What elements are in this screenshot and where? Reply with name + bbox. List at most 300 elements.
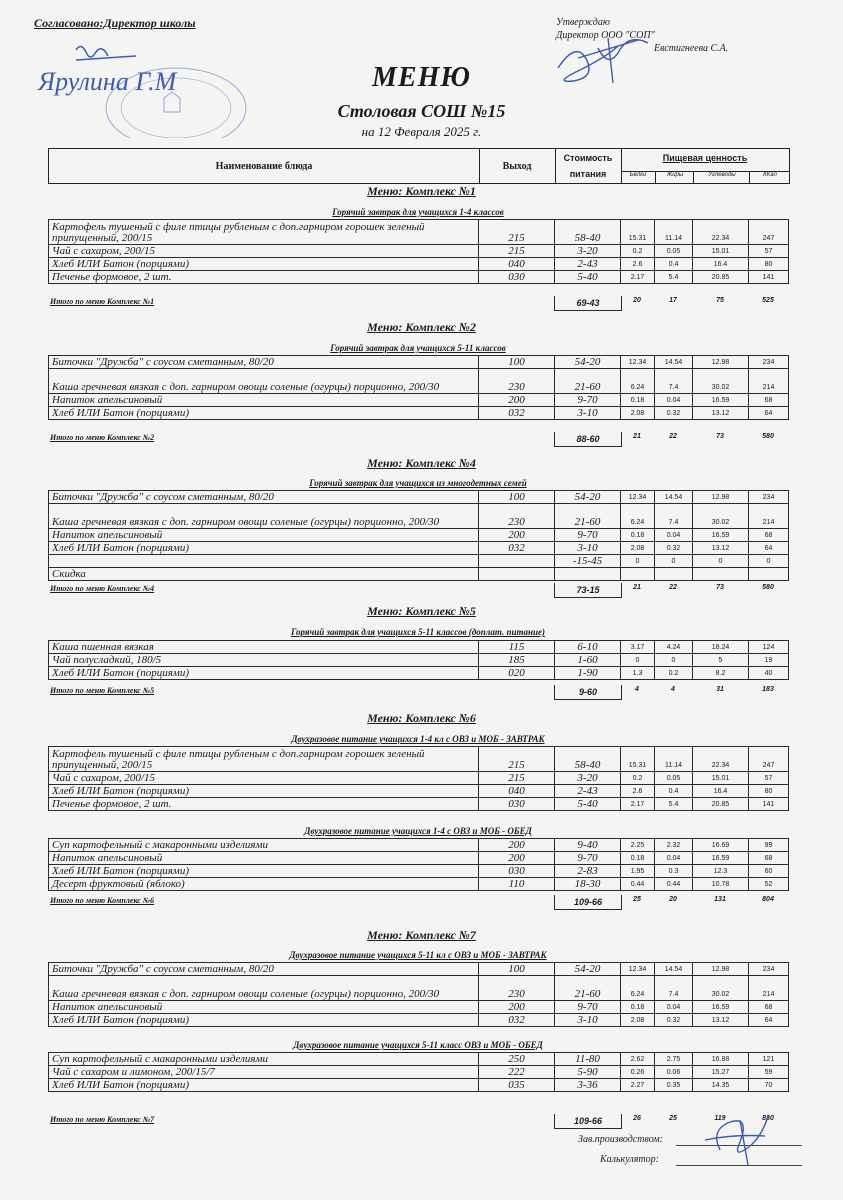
fats-value: 0.4 [655,785,693,798]
dish-price: 9-70 [555,529,621,542]
kcal-value: 64 [749,542,789,555]
fats-value: 7.4 [655,369,693,394]
dish-out: 040 [479,785,555,798]
dish-name: Чай полусладкий, 180/5 [49,654,479,667]
fats-value: 0.32 [655,542,693,555]
dish-price: 54-20 [555,963,621,976]
proteins-value: 0.18 [621,394,655,407]
complex-title: Меню: Комплекс №7 [367,928,476,942]
dish-out: 032 [479,1014,555,1027]
dish-out: 215 [479,747,555,772]
dish-price: 58-40 [555,220,621,245]
table-row [49,1001,789,1014]
proteins-value: 0.44 [621,878,655,891]
proteins-value: 15.31 [621,747,655,772]
carbs-value: 16.69 [693,839,749,852]
col-out: Выход [502,161,532,172]
kcal-value: 40 [749,667,789,680]
handwritten-name: Ярулина Г.М [38,67,177,96]
table-row [49,394,789,407]
total-u: 73 [716,433,724,440]
dish-out: 215 [479,220,555,245]
carbs-value: 8.2 [693,667,749,680]
dish-name: Хлеб ИЛИ Батон (порциями) [49,1079,479,1092]
proteins-value: 0.18 [621,529,655,542]
dish-name: Скидка [49,568,479,581]
fats-value: 11.14 [655,747,693,772]
kcal-value: 234 [749,963,789,976]
table-row [49,356,789,369]
carbs-value: 16.59 [693,852,749,865]
complex-total [48,1115,788,1128]
dish-out: 032 [479,407,555,420]
page-title: МЕНЮ [372,62,471,93]
fats-value: 14.54 [655,963,693,976]
proteins-value: 2.17 [621,271,655,284]
proteins-value: 0 [621,654,655,667]
col-price-1: Стоимость [563,153,613,163]
complex-subtitle: Горячий завтрак для учащихся из многодетных семей [309,478,527,488]
carbs-value: 22.34 [693,747,749,772]
total-b: 20 [633,297,641,304]
producer-signature [700,1110,780,1170]
fats-value: 0.04 [655,394,693,407]
kcal-value: 124 [749,641,789,654]
total-j: 4 [671,686,675,693]
dish-out: 230 [479,504,555,529]
kcal-value: 68 [749,394,789,407]
proteins-value: 0 [621,555,655,568]
kcal-value: 247 [749,747,789,772]
total-sum: 73-15 [554,583,622,598]
total-k: 525 [762,297,774,304]
carbs-value: 16.4 [693,258,749,271]
dish-out: 200 [479,852,555,865]
dish-name: Хлеб ИЛИ Батон (порциями) [49,865,479,878]
fats-value: 0.32 [655,407,693,420]
kcal-value: 80 [749,785,789,798]
complex-subtitle: Двухразовое питание учащихся 1-4 кл с ОВЗ и МОБ - ЗАВТРАК [291,734,545,744]
complex-title: Меню: Комплекс №4 [367,456,476,470]
dish-out: 230 [479,369,555,394]
dish-name: Десерт фруктовый (яблоко) [49,878,479,891]
approve-line-1: Утверждаю [556,17,610,28]
table-row [49,667,789,680]
dish-name: Чай с сахаром и лимоном, 200/15/7 [49,1066,479,1079]
fats-value: 0.2 [655,667,693,680]
fats-value: 7.4 [655,504,693,529]
fats-value: 0.44 [655,878,693,891]
table-row [49,271,789,284]
total-u: 119 [714,1115,726,1122]
proteins-value: 12.34 [621,963,655,976]
dish-name: Хлеб ИЛИ Батон (порциями) [49,1014,479,1027]
proteins-value: 1.3 [621,667,655,680]
approve-line-2: Директор ООО "СОП" [556,30,655,41]
dish-out [479,568,555,581]
kcal-value: 247 [749,220,789,245]
dish-out: 215 [479,772,555,785]
table-row [49,245,789,258]
col-dish: Наименование блюда [215,161,313,172]
complex-5-lunch-table [48,1052,789,1092]
dish-price: 11-80 [555,1053,621,1066]
dish-out: 040 [479,258,555,271]
approved-by-label: Согласовано:Директор школы [34,16,196,30]
dish-price: -15-45 [555,555,621,568]
dish-price: 3-10 [555,407,621,420]
table-row [49,747,789,772]
kcal-value: 64 [749,1014,789,1027]
total-sum: 9-60 [554,685,622,700]
kcal-value: 141 [749,798,789,811]
total-u: 131 [714,896,726,903]
kcal-value: 59 [749,1066,789,1079]
proteins-value [621,568,655,581]
dish-out: 200 [479,839,555,852]
dish-price: 18-30 [555,878,621,891]
table-row [49,963,789,976]
dish-name [49,555,479,568]
complex-2-table [48,490,789,581]
total-b: 4 [635,686,639,693]
complex-total [48,896,788,909]
proteins-value: 2.08 [621,542,655,555]
fats-value: 7.4 [655,976,693,1001]
table-row [49,568,789,581]
fats-value: 0.35 [655,1079,693,1092]
dish-name: Каша пшенная вязкая [49,641,479,654]
kcal-value: 68 [749,529,789,542]
total-sum: 69-43 [554,296,622,311]
kcal-value: 141 [749,271,789,284]
dish-out: 110 [479,878,555,891]
total-sum: 109-66 [554,1114,622,1129]
kcal-value: 68 [749,1001,789,1014]
carbs-value: 16.59 [693,394,749,407]
dish-name: Напиток апельсиновый [49,529,479,542]
carbs-value: 30.02 [693,504,749,529]
total-u: 31 [716,686,724,693]
proteins-value: 0.2 [621,245,655,258]
fats-value: 0 [655,555,693,568]
dish-price: 2-83 [555,865,621,878]
dish-out: 035 [479,1079,555,1092]
total-j: 25 [669,1115,677,1122]
table-row [49,1014,789,1027]
complex-title: Меню: Комплекс №1 [367,184,476,198]
dish-price: 3-20 [555,245,621,258]
kcal-value: 57 [749,772,789,785]
col-kcal: ККал [749,172,790,183]
complex-subtitle: Горячий завтрак для учащихся 1-4 классов [332,207,504,217]
complex-title: Меню: Комплекс №5 [367,604,476,618]
dish-out: 200 [479,529,555,542]
dish-out: 100 [479,491,555,504]
fats-value: 14.54 [655,491,693,504]
dish-out: 100 [479,356,555,369]
total-b: 25 [633,896,641,903]
carbs-value: 12.98 [693,356,749,369]
dish-name: Напиток апельсиновый [49,1001,479,1014]
complex-4-table [48,746,789,811]
dish-name: Биточки "Дружба" с соусом сметанным, 80/20 [49,963,479,976]
complex-total [48,433,788,446]
fats-value: 0.4 [655,258,693,271]
dish-price: 54-20 [555,491,621,504]
dish-price: 9-40 [555,839,621,852]
fats-value: 0.04 [655,529,693,542]
carbs-value: 0 [693,555,749,568]
total-label: Итого по меню Комплекс №6 [50,896,155,905]
producer-label: Зав.производством: [578,1134,664,1145]
table-row [49,491,789,504]
dish-price: 21-60 [555,369,621,394]
total-sum: 88-60 [554,432,622,447]
table-row [49,785,789,798]
table-row [49,852,789,865]
kcal-value: 234 [749,356,789,369]
kcal-value: 57 [749,245,789,258]
dish-price: 3-10 [555,1014,621,1027]
dish-name: Напиток апельсиновый [49,852,479,865]
kcal-value: 60 [749,865,789,878]
dish-price: 2-43 [555,258,621,271]
dish-out: 020 [479,667,555,680]
complex-subtitle-lunch: Двухразовое питание учащихся 5-11 класс ОВЗ и МОБ - ОБЕД [293,1040,543,1050]
dish-name: Биточки "Дружба" с соусом сметанным, 80/20 [49,491,479,504]
dish-price: 5-40 [555,798,621,811]
dish-price: 9-70 [555,1001,621,1014]
kcal-value: 64 [749,407,789,420]
complex-title: Меню: Комплекс №2 [367,320,476,334]
dish-name: Хлеб ИЛИ Батон (порциями) [49,407,479,420]
dish-out: 230 [479,976,555,1001]
kcal-value [749,568,789,581]
fats-value: 0 [655,654,693,667]
total-j: 22 [669,433,677,440]
dish-out: 250 [479,1053,555,1066]
kcal-value: 214 [749,976,789,1001]
total-label: Итого по меню Комплекс №4 [50,584,155,593]
dish-out: 032 [479,542,555,555]
total-label: Итого по меню Комплекс №2 [50,433,155,442]
fats-value: 11.14 [655,220,693,245]
kcal-value: 214 [749,504,789,529]
table-row [49,529,789,542]
total-b: 26 [633,1115,641,1122]
dish-price: 58-40 [555,747,621,772]
table-row [49,1079,789,1092]
proteins-value: 0.18 [621,1001,655,1014]
fats-value: 5.4 [655,798,693,811]
fats-value: 2.75 [655,1053,693,1066]
dish-price: 1-90 [555,667,621,680]
fats-value: 4.24 [655,641,693,654]
total-label: Итого по меню Комплекс №1 [50,297,155,306]
complex-subtitle: Двухразовое питание учащихся 5-11 кл с ОВЗ и МОБ - ЗАВТРАК [289,950,547,960]
table-row [49,220,789,245]
carbs-value: 13.12 [693,542,749,555]
total-j: 17 [669,297,677,304]
proteins-value: 2.25 [621,839,655,852]
table-row [49,542,789,555]
dish-out: 215 [479,245,555,258]
proteins-value: 2.27 [621,1079,655,1092]
complex-subtitle-lunch: Двухразовое питание учащихся 1-4 с ОВЗ и МОБ - ОБЕД [304,826,532,836]
dish-name: Каша гречневая вязкая с доп. гарниром овощи соленые (огурцы) порционно, 200/30 [49,976,479,1001]
complex-title: Меню: Комплекс №6 [367,711,476,725]
complex-5-table [48,962,789,1027]
dish-price: 5-40 [555,271,621,284]
total-u: 73 [716,584,724,591]
dish-name: Печенье формовое, 2 шт. [49,798,479,811]
carbs-value: 14.35 [693,1079,749,1092]
dish-price: 9-70 [555,394,621,407]
complex-total [48,686,788,699]
dish-name: Чай с сахаром, 200/15 [49,245,479,258]
total-k: 830 [762,1115,774,1122]
fats-value: 5.4 [655,271,693,284]
kcal-value: 121 [749,1053,789,1066]
table-row [49,865,789,878]
carbs-value: 13.12 [693,1014,749,1027]
proteins-value: 6.24 [621,369,655,394]
dish-name: Хлеб ИЛИ Батон (порциями) [49,667,479,680]
total-j: 22 [669,584,677,591]
complex-1-table [48,355,789,420]
dish-price: 6-10 [555,641,621,654]
carbs-value: 30.02 [693,976,749,1001]
dish-price: 3-20 [555,772,621,785]
table-row [49,504,789,529]
carbs-value [693,568,749,581]
dish-out: 185 [479,654,555,667]
dish-price: 3-10 [555,542,621,555]
fats-value: 14.54 [655,356,693,369]
complex-subtitle: Горячий завтрак для учащихся 5-11 классов [330,343,506,353]
dish-price: 54-20 [555,356,621,369]
dish-name: Хлеб ИЛИ Батон (порциями) [49,542,479,555]
carbs-value: 30.02 [693,369,749,394]
total-k: 580 [762,584,774,591]
carbs-value: 15.01 [693,772,749,785]
dish-out: 200 [479,1001,555,1014]
proteins-value: 15.31 [621,220,655,245]
table-row [49,369,789,394]
table-row [49,1066,789,1079]
carbs-value: 10.78 [693,878,749,891]
proteins-value: 0.26 [621,1066,655,1079]
dish-price: 2-43 [555,785,621,798]
dish-name: Картофель тушеный с филе птицы рубленым с доп.гарниром горошек зеленый припущенный, 200/15 [49,220,479,245]
table-row [49,798,789,811]
menu-date: на 12 Февраля 2025 г. [361,124,482,139]
proteins-value: 0.18 [621,852,655,865]
dish-out: 030 [479,798,555,811]
carbs-value: 20.85 [693,798,749,811]
total-label: Итого по меню Комплекс №7 [50,1115,155,1124]
kcal-value: 52 [749,878,789,891]
total-label: Итого по меню Комплекс №5 [50,686,155,695]
table-row [49,258,789,271]
carbs-value: 18.24 [693,641,749,654]
col-carbs: Углеводы [693,172,750,183]
fats-value: 0.04 [655,852,693,865]
proteins-value: 3.17 [621,641,655,654]
carbs-value: 16.88 [693,1053,749,1066]
complex-0-table [48,219,789,284]
carbs-value: 16.59 [693,1001,749,1014]
dish-out: 115 [479,641,555,654]
total-b: 21 [633,433,641,440]
fats-value: 0.04 [655,1001,693,1014]
total-j: 20 [669,896,677,903]
proteins-value: 2.08 [621,407,655,420]
carbs-value: 16.4 [693,785,749,798]
dish-name: Суп картофельный с макаронными изделиями [49,839,479,852]
fats-value [655,568,693,581]
approve-line-3: Евстигнеева С.А. [654,43,729,54]
proteins-value: 0.2 [621,772,655,785]
carbs-value: 16.59 [693,529,749,542]
carbs-value: 12.98 [693,491,749,504]
fats-value: 0.3 [655,865,693,878]
proteins-value: 2.6 [621,785,655,798]
dish-price: 5-90 [555,1066,621,1079]
kcal-value: 80 [749,258,789,271]
carbs-value: 5 [693,654,749,667]
dish-name: Биточки "Дружба" с соусом сметанным, 80/20 [49,356,479,369]
dish-name: Чай с сахаром, 200/15 [49,772,479,785]
canteen-name: Столовая СОШ №15 [337,101,506,121]
dish-out [479,555,555,568]
kcal-value: 70 [749,1079,789,1092]
table-row [49,878,789,891]
dish-price: 21-60 [555,976,621,1001]
table-row [49,555,789,568]
table-row [49,772,789,785]
kcal-value: 68 [749,852,789,865]
total-u: 75 [716,297,724,304]
total-b: 21 [633,584,641,591]
fats-value: 0.32 [655,1014,693,1027]
dish-name: Хлеб ИЛИ Батон (порциями) [49,785,479,798]
table-row [49,839,789,852]
dish-name: Каша гречневая вязкая с доп. гарниром овощи соленые (огурцы) порционно, 200/30 [49,369,479,394]
col-price-2: питания [569,169,607,179]
total-k: 580 [762,433,774,440]
carbs-value: 12.3 [693,865,749,878]
total-k: 804 [762,896,774,903]
dish-price [555,568,621,581]
proteins-value: 2.08 [621,1014,655,1027]
carbs-value: 13.12 [693,407,749,420]
fats-value: 2.32 [655,839,693,852]
complex-subtitle: Горячий завтрак для учащихся 5-11 классов (доплат. питание) [290,627,545,637]
carbs-value: 22.34 [693,220,749,245]
dish-name: Каша гречневая вязкая с доп. гарниром овощи соленые (огурцы) порционно, 200/30 [49,504,479,529]
proteins-value: 6.24 [621,976,655,1001]
proteins-value: 2.62 [621,1053,655,1066]
dish-name: Напиток апельсиновый [49,394,479,407]
table-row [49,1053,789,1066]
kcal-value: 99 [749,839,789,852]
complex-4-lunch-table [48,838,789,891]
column-header [48,148,790,184]
complex-total [48,297,788,310]
dish-price: 21-60 [555,504,621,529]
